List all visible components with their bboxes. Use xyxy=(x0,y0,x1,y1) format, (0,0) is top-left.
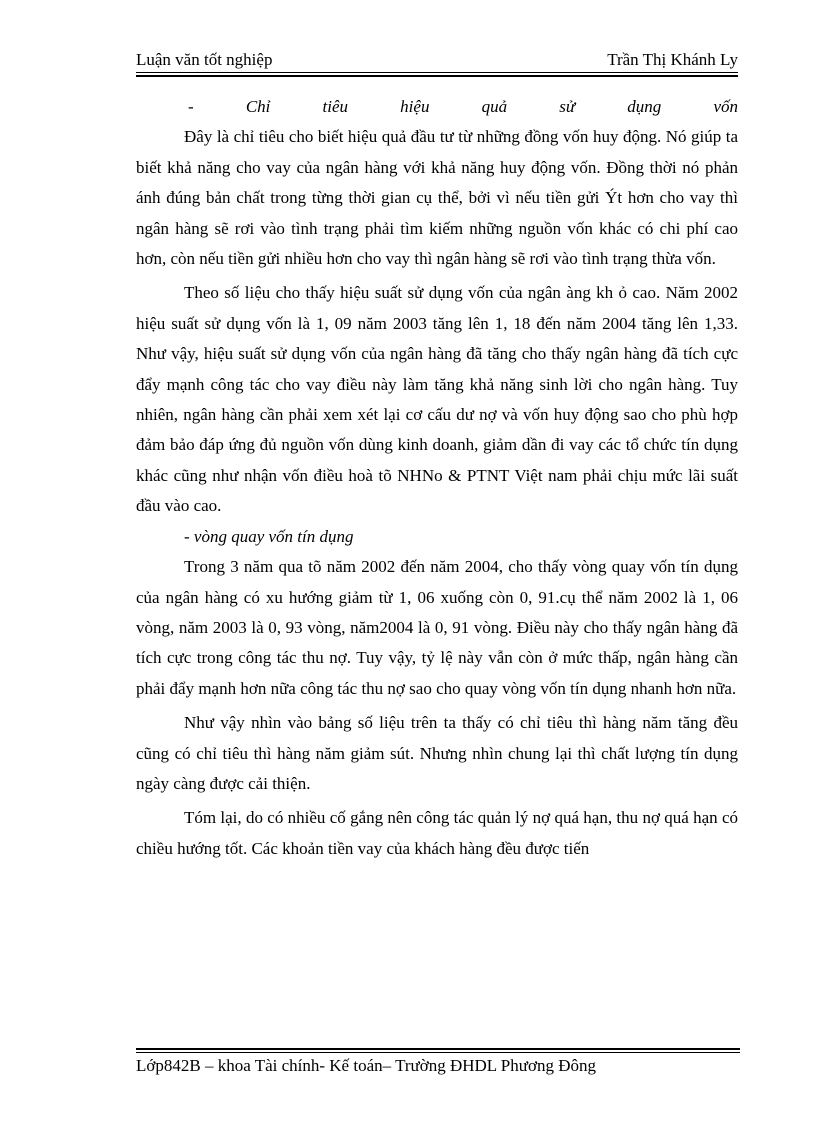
header-rule xyxy=(136,72,738,73)
footer-rule-thick xyxy=(136,1048,740,1050)
paragraph-credit-turnover: Trong 3 năm qua tõ năm 2002 đến năm 2004, cho thấy vòng quay vốn tín dụng của ngân hàng có xu hướng giảm từ 1, 06 xuống còn 0, 91.cụ thể năm 2002 là 1, 06 vòng, năm 2003 là 0, 93 vòng, năm2004 là 0, 91 vòng. Điều này cho thấy ngân hàng đã tích cực trong công tác thu nợ. Tuy vậy, tỷ lệ này vẫn còn ở mức thấp, ngân hàng cần phải đẩy mạnh hơn nữa công tác thu nợ sao cho quay vòng vốn tín dụng nhanh hơn nữa. xyxy=(136,557,738,698)
paragraph-indicator-summary: Như vậy nhìn vào bảng số liệu trên ta thấy có chỉ tiêu thì hàng năm tăng đều cũng có chỉ tiêu thì hàng năm giảm sút. Nhưng nhìn chung lại thì chất lượng tín dụng ngày càng được cải thiện. xyxy=(136,713,738,793)
paragraph-conclusion: Tóm lại, do có nhiều cố gắng nên công tác quản lý nợ quá hạn, thu nợ quá hạn có chiều hướng tốt. Các khoản tiền vay của khách hàng đều được tiến xyxy=(136,808,738,858)
footer-rule xyxy=(136,1052,740,1053)
header-author-name: Trần Thị Khánh Ly xyxy=(607,50,738,69)
paragraph-capital-efficiency-definition: Đây là chỉ tiêu cho biết hiệu quả đầu tư từ những đồng vốn huy động. Nó giúp ta biết khả năng cho vay của ngân hàng với khả năng huy động vốn. Đồng thời nó phản ánh đúng bản chất trong từng thời gian cụ thể, bởi vì nếu tiền gửi Ýt hơn cho vay thì ngân hàng sẽ rơi vào tình trạng phải tìm kiếm những nguồn vốn khác có chi phí cao hơn, còn nếu tiền gửi nhiều hơn cho vay thì ngân hàng sẽ rơi vào tình trạng thừa vốn. xyxy=(136,127,738,269)
section-heading-capital-efficiency: - Chỉ tiêu hiệu quả sử dụng vốn xyxy=(188,97,738,116)
section-heading-credit-turnover: - vòng quay vốn tín dụng xyxy=(184,526,354,546)
page-footer: Lớp842B – khoa Tài chính- Kế toán– Trường ĐHDL Phương Đông xyxy=(136,1056,596,1075)
header-rule-thick xyxy=(136,75,738,77)
page-body xyxy=(136,92,738,864)
header-thesis-label: Luận văn tốt nghiệp xyxy=(136,50,273,69)
paragraph-capital-efficiency-analysis: Theo số liệu cho thấy hiệu suất sử dụng vốn của ngân àng kh ỏ cao. Năm 2002 hiệu suất sử dụng vốn là 1, 09 năm 2003 tăng lên 1, 18 đến năm 2004 tăng lên 1,33. Như vậy, hiệu suất sử dụng vốn của ngân hàng đã tăng cho thấy ngân hàng đã tích cực đẩy mạnh công tác cho vay điều này làm tăng khả năng sinh lời cho ngân hàng. Tuy nhiên, ngân hàng cần phải xem xét lại cơ cấu dư nợ và vốn huy động sao cho phù hợp đảm bảo đáp ứng đủ nguồn vốn dùng kinh doanh, giảm dần đi vay các tổ chức tín dụng khác cũng như nhận vốn điều hoà tõ NHNo & PTNT Việt nam phải chịu mức lãi suất đầu vào cao. xyxy=(136,283,738,516)
page-header xyxy=(136,50,738,72)
